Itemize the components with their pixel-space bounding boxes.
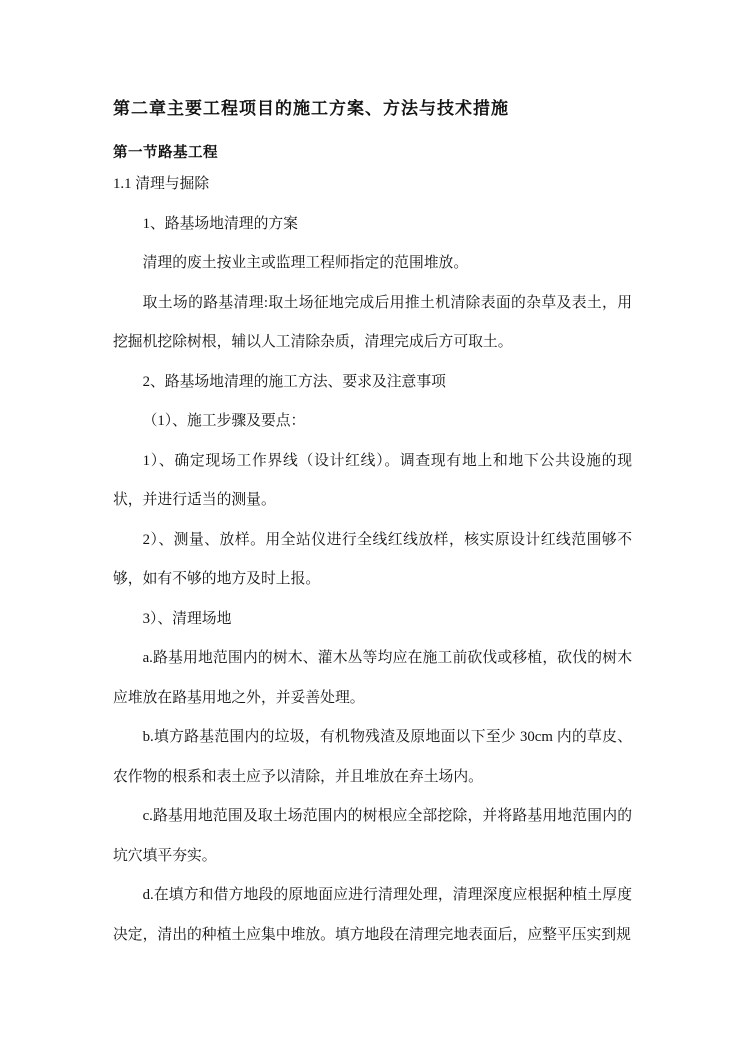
paragraph: 1）、确定现场工作界线（设计红线）。调查现有地上和地下公共设施的现状，并进行适当的测量。 (113, 452, 632, 508)
subsection-title: 1.1 清理与掘除 (113, 176, 210, 192)
paragraph: 清理的废土按业主或监理工程师指定的范围堆放。 (142, 255, 469, 271)
paragraph: （1）、施工步骤及要点： (142, 413, 306, 429)
paragraph: 取土场的路基清理:取土场征地完成后用推土机清除表面的杂草及表土，用挖掘机挖除树根，辅以人工清除杂质，清理完成后方可取土。 (113, 294, 632, 350)
chapter-title: 第二章主要工程项目的施工方案、方法与技术措施 (113, 99, 509, 118)
paragraph: c.路基用地范围及取土场范围内的树根应全部挖除，并将路基用地范围内的坑穴填平夯实。 (113, 808, 632, 864)
paragraph: 1、路基场地清理的方案 (142, 215, 298, 232)
paragraph: a.路基用地范围内的树木、灌木丛等均应在施工前砍伐或移植，砍伐的树木应堆放在路基用地之外，并妥善处理。 (113, 650, 632, 706)
paragraph: 3）、清理场地 (142, 610, 232, 627)
section-title: 第一节路基工程 (113, 145, 218, 161)
paragraph: d.在填方和借方地段的原地面应进行清理处理，清理深度应根据种植土厚度决定，清出的种植土应集中堆放。填方地段在清理完地表面后，应整平压实到规 (113, 887, 632, 943)
paragraph: 2、路基场地清理的施工方法、要求及注意事项 (142, 373, 446, 390)
document-body (113, 165, 632, 955)
paragraph: 2）、测量、放样。用全站仪进行全线红线放样，核实原设计红线范围够不够，如有不够的地方及时上报。 (113, 531, 632, 587)
paragraph: b.填方路基范围内的垃圾，有机物残渣及原地面以下至少 30cm 内的草皮、农作物的根系和表土应予以清除，并且堆放在弃土场内。 (113, 729, 632, 785)
